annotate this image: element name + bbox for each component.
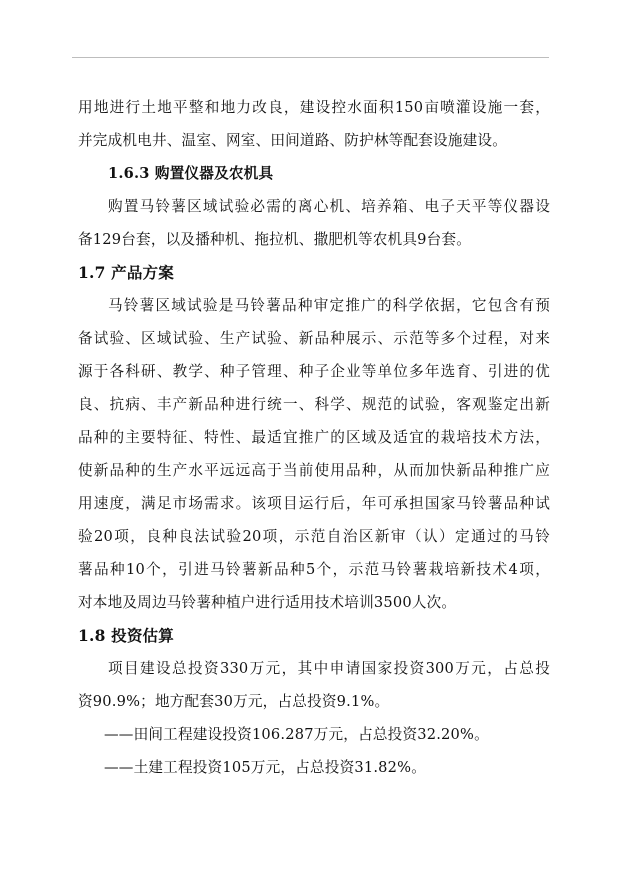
body-line: 验20项，良种良法试验20项，示范自治区新审（认）定通过的马铃 <box>78 528 550 545</box>
investment-item: ——田间工程建设投资106.287万元，占总投资32.20%。 <box>104 726 489 743</box>
document-body <box>78 91 550 784</box>
body-line: 对本地及周边马铃薯种植户进行适用技术培训3500人次。 <box>78 594 457 611</box>
body-line: 用地进行土地平整和地力改良，建设控水面积150亩喷灌设施一套， <box>78 99 550 116</box>
body-line: 购置马铃薯区域试验必需的离心机、培养箱、电子天平等仪器设 <box>108 198 550 215</box>
body-line: 良、抗病、丰产新品种进行统一、科学、规范的试验，客观鉴定出新 <box>78 396 550 413</box>
section-heading: 1.7 产品方案 <box>78 263 174 282</box>
body-line: 项目建设总投资330万元，其中申请国家投资300万元，占总投 <box>108 660 550 677</box>
body-line: 源于各科研、教学、种子管理、种子企业等单位多年选育、引进的优 <box>78 363 550 380</box>
subsection-heading: 1.6.3 购置仪器及农机具 <box>108 165 274 182</box>
body-line: 品种的主要特征、特性、最适宜推广的区域及适宜的栽培技术方法， <box>78 429 550 446</box>
body-line: 使新品种的生产水平远远高于当前使用品种，从而加快新品种推广应 <box>78 462 550 479</box>
body-line: 用速度，满足市场需求。该项目运行后，年可承担国家马铃薯品种试 <box>78 495 550 512</box>
body-line: 并完成机电井、温室、网室、田间道路、防护林等配套设施建设。 <box>78 132 508 149</box>
body-line: 马铃薯区域试验是马铃薯品种审定推广的科学依据，它包含有预 <box>108 297 550 314</box>
header-rule <box>72 57 549 58</box>
body-line: 资90.9%；地方配套30万元，占总投资9.1%。 <box>78 693 390 710</box>
section-heading: 1.8 投资估算 <box>78 626 174 645</box>
body-line: 薯品种10个，引进马铃薯新品种5个，示范马铃薯栽培新技术4项， <box>78 561 550 578</box>
body-line: 备试验、区域试验、生产试验、新品种展示、示范等多个过程，对来 <box>78 330 550 347</box>
investment-item: ——土建工程投资105万元，占总投资31.82%。 <box>104 759 427 776</box>
body-line: 备129台套，以及播种机、拖拉机、撒肥机等农机具9台套。 <box>78 231 471 248</box>
